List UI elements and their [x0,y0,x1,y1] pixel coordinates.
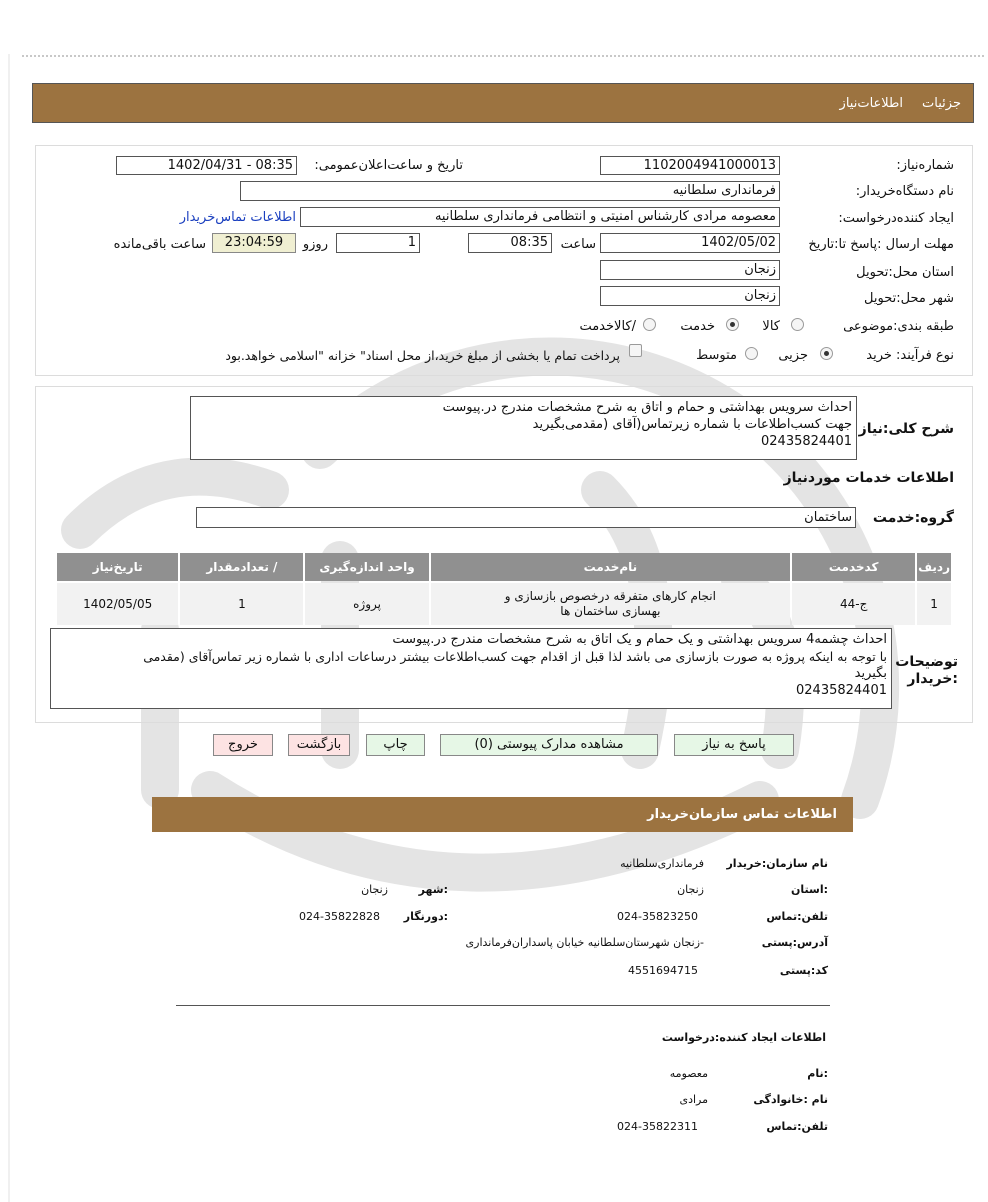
summary-label: شرح کلی:نیاز [858,421,954,437]
radio-partial-label: جزیی [778,348,808,363]
exit-button[interactable]: خروج [213,734,273,756]
contact-postal-label: کد:پستی [779,964,828,977]
contact-city-value: زنجان [361,883,388,896]
province-field: زنجان [600,260,780,280]
contact-section-header [152,797,853,832]
creator-family-value: مرادی [679,1093,708,1106]
radio-service-label: خدمت [680,319,715,334]
contact-fax-label: :دورنگار [403,910,448,923]
cell-date: 1402/05/05 [57,583,178,625]
cell-name-line-2: بهسازی ساختمان ها [560,604,661,618]
col-code: کدخدمت [792,553,915,581]
radio-medium-label: متوسط [696,348,737,363]
top-dotted-separator [22,55,984,57]
services-table [55,551,953,627]
need-info-panel [35,145,973,376]
view-documents-button[interactable]: مشاهده مدارک پیوستی (0) [440,734,658,756]
days-field: 1 [336,233,420,253]
days-label: روزو [302,237,328,252]
contact-postal-value: 4551694715 [628,964,698,977]
contact-org-label: نام سازمان:خریدار [726,857,828,870]
radio-goods[interactable] [791,318,804,331]
process-label: نوع فرآیند: خرید [866,348,954,363]
col-row: ردیف [917,553,951,581]
back-button[interactable]: بازگشت [288,734,350,756]
payment-checkbox[interactable] [629,344,642,357]
creator-phone-label: تلفن:تماس [766,1120,828,1133]
service-group-field: ساختمان [196,507,856,528]
radio-goods-service[interactable] [643,318,656,331]
contact-divider [176,1005,830,1006]
radio-goods-service-label: /کالاخدمت [579,319,636,334]
page-left-border [8,54,10,1202]
radio-goods-label: کالا [762,319,780,334]
payment-note: پرداخت تمام یا بخشی از مبلغ خرید،از محل اسناد" خزانه "اسلامی خواهد.بود [225,348,620,363]
creator-label: ایجاد کننده‌درخواست: [838,211,954,226]
contact-address-value: -زنجان شهرستان‌سلطانیه خیابان پاسداران‌فرمانداری [465,936,704,949]
tab-details[interactable]: جزئیات [922,96,961,111]
announce-label: تاریخ و ساعت‌اعلان‌عمومی: [314,158,463,173]
radio-partial[interactable] [820,347,833,360]
creator-family-label: نام :خانوادگی [753,1093,828,1106]
city-label: شهر محل:تحویل [864,291,954,306]
buyer-notes-label-1: توضیحات [895,654,958,670]
city-field: زنجان [600,286,780,306]
province-label: استان محل:تحویل [856,265,954,280]
cell-name [431,583,791,625]
creator-section-title: اطلاعات ایجاد کننده:درخواست [661,1031,826,1044]
buyer-notes-line-4: 02435824401 [796,683,887,698]
creator-field: معصومه مرادی کارشناس امنیتی و انتظامی فرمانداری سلطانیه [300,207,780,227]
radio-medium[interactable] [745,347,758,360]
radio-service[interactable] [726,318,739,331]
need-number-label: شماره‌نیاز: [896,158,954,173]
col-unit: واحد اندازه‌گیری [305,553,428,581]
deadline-hour-field: 08:35 [468,233,552,253]
need-number-field: 1102004941000013 [600,156,780,175]
buyer-notes-label-2: :خریدار [907,671,958,687]
print-button[interactable]: چاپ [366,734,425,756]
cell-row: 1 [917,583,951,625]
cell-name-line-1: انجام کارهای متفرقه درخصوص بازسازی و [504,589,716,603]
services-title: اطلاعات خدمات موردنیاز [783,470,954,486]
col-date: تاریخ‌نیاز [57,553,178,581]
contact-phone-value: 024-35823250 [617,910,698,923]
deadline-date-field: 1402/05/02 [600,233,780,253]
deadline-hour-label: ساعت [560,237,596,252]
cell-code: ج-44 [792,583,915,625]
summary-line-2: جهت کسب‌اطلاعات با شماره زیرتماس(آقای (مقدمی‌بگیرید [532,417,852,432]
tab-need-info[interactable]: اطلاعات‌نیاز [839,96,903,111]
cell-unit: پروژه [305,583,428,625]
col-name: نام‌خدمت [431,553,791,581]
buyer-org-label: نام دستگاه‌خریدار: [855,184,954,199]
remaining-label: ساعت باقی‌مانده [113,237,206,252]
col-qty: / تعدادمقدار [180,553,303,581]
buyer-contact-link[interactable]: اطلاعات تماس‌خریدار [179,210,296,225]
creator-name-value: معصومه [669,1067,708,1080]
deadline-label: مهلت ارسال :پاسخ تا:تاریخ [808,237,954,252]
page-header-bar [32,83,974,123]
summary-box [190,396,857,460]
creator-phone-value: 024-35822311 [617,1120,698,1133]
summary-line-1: احداث سرویس بهداشتی و حمام و اتاق به شرح مشخصات مندرج در.پیوست [442,400,852,415]
creator-name-label: :نام [807,1067,828,1080]
buyer-notes-line-2: با توجه به اینکه پروژه به صورت بازسازی می باشد لذا قبل از اقدام جهت کسب‌اطلاعات بیشتر درساعات اداری با شماره زیر تماس‌آقای (مقدمی [143,649,887,664]
contact-province-label: :استان [791,883,828,896]
contact-city-label: :شهر [418,883,448,896]
contact-section-title: اطلاعات تماس سازمان‌خریدار [647,807,837,822]
buyer-org-field: فرمانداری سلطانیه [240,181,780,201]
announce-field: 1402/04/31 - 08:35 [116,156,297,175]
remaining-time-field: 23:04:59 [212,233,296,253]
contact-province-value: زنجان [677,883,704,896]
contact-address-label: آدرس:پستی [761,936,828,949]
buyer-notes-line-3: بگیرید [854,666,887,681]
cell-qty: 1 [180,583,303,625]
service-group-label: گروه:خدمت [872,510,954,526]
table-row [57,583,951,625]
summary-line-3: 02435824401 [761,434,852,449]
buyer-notes-line-1: احداث چشمه4 سرویس بهداشتی و یک حمام و یک اتاق به شرح مشخصات مندرج در.پیوست [392,632,887,647]
buyer-notes-box [50,628,892,709]
respond-button[interactable]: پاسخ به نیاز [674,734,794,756]
contact-fax-value: 024-35822828 [299,910,380,923]
category-label: طبقه بندی:موضوعی [843,319,954,334]
contact-org-value: فرمانداری‌سلطانیه [620,857,704,870]
contact-phone-label: تلفن:تماس [766,910,828,923]
